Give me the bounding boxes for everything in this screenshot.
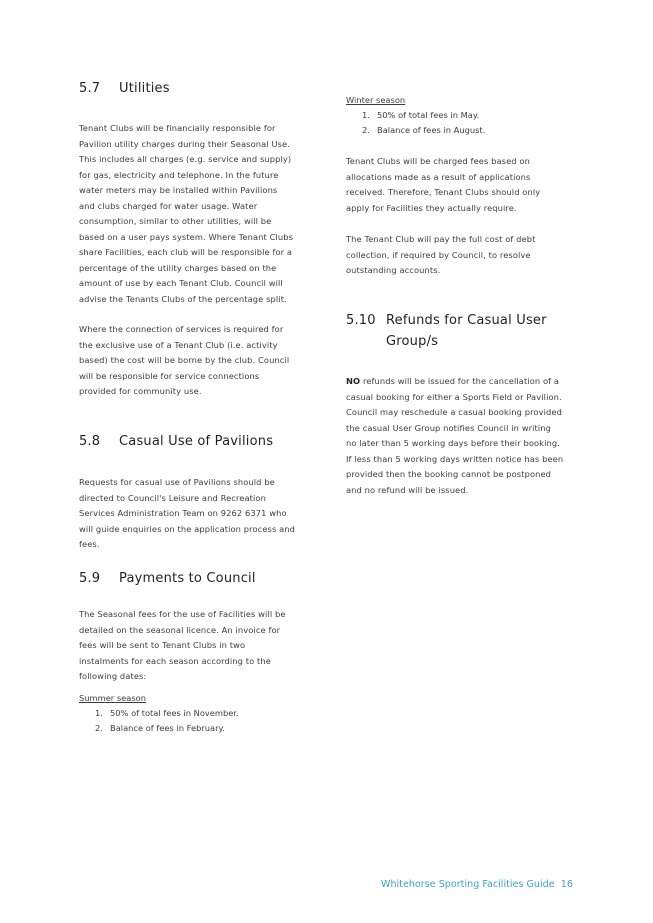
text-line: Tenant Clubs will be financially responsible for bbox=[79, 123, 276, 133]
text-line: the casual User Group notifies Council in writing bbox=[346, 422, 552, 433]
section-5-7-heading bbox=[79, 78, 170, 99]
text-line: advise the Tenants Clubs of the percentage split. bbox=[79, 293, 287, 304]
text-line: Where the connection of services is required for bbox=[79, 324, 284, 334]
winter-fee-item bbox=[362, 108, 485, 123]
summer-fee-list bbox=[95, 706, 239, 736]
list-number: 1. bbox=[362, 110, 370, 120]
casual-use-paragraph bbox=[79, 475, 295, 553]
text-line: apply for Facilities they actually require. bbox=[346, 202, 517, 213]
fees-allocation-paragraph bbox=[346, 154, 540, 216]
text-line: Council may reschedule a casual booking provided bbox=[346, 407, 562, 417]
list-number: 2. bbox=[362, 125, 370, 135]
section-title: Utilities bbox=[119, 81, 170, 96]
list-number: 2. bbox=[95, 723, 103, 733]
refunds-no-emphasis: NO bbox=[346, 376, 361, 386]
payments-paragraph bbox=[79, 607, 286, 685]
refunds-first-line-text: refunds will be issued for the cancellation of a bbox=[360, 376, 560, 386]
utilities-paragraph-2 bbox=[79, 322, 289, 400]
refunds-paragraph bbox=[346, 374, 563, 498]
section-title: Payments to Council bbox=[119, 571, 256, 586]
text-line: will be responsible for service connections bbox=[79, 370, 260, 381]
summer-fee-item bbox=[95, 721, 239, 736]
text-line: and no refund will be issued. bbox=[346, 484, 469, 495]
text-line: amount of use by each Tenant Club. Council will bbox=[79, 278, 283, 288]
summer-fee-item bbox=[95, 706, 239, 721]
text-line: share Facilities, each club will be responsible for a bbox=[79, 247, 293, 257]
text-line: fees. bbox=[79, 539, 100, 549]
text-line: the exclusive use of a Tenant Club (i.e. activity bbox=[79, 339, 278, 350]
text-line: allocations made as a result of applications bbox=[346, 171, 531, 182]
text-line: collection, if required by Council, to resolve bbox=[346, 249, 531, 260]
text-line: instalments for each season according to the bbox=[79, 655, 271, 666]
section-title-line2: Group/s bbox=[386, 334, 439, 349]
section-number: 5.9 bbox=[79, 571, 101, 586]
text-line: This includes all charges (e.g. service and supply) bbox=[79, 154, 292, 164]
section-number: 5.7 bbox=[79, 81, 101, 96]
text-line: following dates: bbox=[79, 671, 147, 681]
text-line: percentage of the utility charges based on the bbox=[79, 262, 277, 273]
section-5-8-heading bbox=[79, 431, 273, 452]
text-line: provided for community use. bbox=[79, 386, 202, 396]
text-line: Requests for casual use of Pavilions should be bbox=[79, 477, 275, 487]
guide-title: Whitehorse Sporting Facilities Guide bbox=[380, 879, 555, 890]
text-line: detailed on the seasonal licence. An invoice for bbox=[79, 624, 281, 635]
text-line: Pavilion utility charges during their Seasonal Use. bbox=[79, 138, 290, 149]
text-line: no later than 5 working days before their booking. bbox=[346, 438, 560, 448]
winter-fee-list bbox=[362, 108, 485, 138]
text-line: for gas, electricity and telephone. In the future bbox=[79, 169, 279, 180]
text-line: Tenant Clubs will be charged fees based on bbox=[346, 156, 530, 166]
section-5-10-heading bbox=[346, 310, 547, 352]
text-line: Services Administration Team on 9262 6371 who bbox=[79, 508, 287, 518]
text-line: received. Therefore, Tenant Clubs should only bbox=[346, 187, 541, 197]
text-line: fees will be sent to Tenant Clubs in two bbox=[79, 640, 246, 650]
text-line: The Seasonal fees for the use of Facilities will be bbox=[79, 609, 286, 619]
refunds-first-line bbox=[346, 374, 563, 390]
debt-collection-paragraph bbox=[346, 232, 535, 279]
list-number: 1. bbox=[95, 708, 103, 718]
text-line: and clubs charged for water usage. Water bbox=[79, 200, 258, 211]
winter-season-label: Winter season bbox=[346, 95, 406, 105]
list-text: Balance of fees in August. bbox=[377, 125, 486, 135]
page-number: 16 bbox=[560, 879, 573, 890]
text-line: casual booking for either a Sports Field or Pavilion. bbox=[346, 391, 562, 402]
winter-fee-item bbox=[362, 123, 485, 138]
list-text: Balance of fees in February. bbox=[110, 723, 225, 733]
summer-season-label: Summer season bbox=[79, 693, 147, 703]
text-line: outstanding accounts. bbox=[346, 265, 441, 275]
text-line: directed to Council's Leisure and Recreation bbox=[79, 492, 266, 503]
section-title: Casual Use of Pavilions bbox=[119, 434, 274, 449]
text-line: provided then the booking cannot be postponed bbox=[346, 469, 552, 479]
text-line: based on a user pays system. Where Tenant Clubs bbox=[79, 231, 294, 242]
utilities-paragraph-1 bbox=[79, 121, 293, 307]
section-title-line1: Refunds for Casual User bbox=[386, 313, 547, 328]
page-footer bbox=[381, 879, 573, 890]
section-number: 5.8 bbox=[79, 434, 101, 449]
text-line: will guide enquiries on the application process and bbox=[79, 523, 296, 534]
section-5-9-heading bbox=[79, 568, 256, 589]
text-line: The Tenant Club will pay the full cost of debt bbox=[346, 234, 536, 244]
text-line: If less than 5 working days written notice has been bbox=[346, 453, 564, 464]
text-line: based) the cost will be borne by the club. Council bbox=[79, 355, 290, 365]
text-line: consumption, similar to other utilities, will be bbox=[79, 216, 272, 226]
section-number: 5.10 bbox=[346, 313, 376, 328]
text-line: water meters may be installed within Pavilions bbox=[79, 185, 278, 195]
list-text: 50% of total fees in November. bbox=[110, 708, 239, 718]
list-text: 50% of total fees in May. bbox=[377, 110, 480, 120]
